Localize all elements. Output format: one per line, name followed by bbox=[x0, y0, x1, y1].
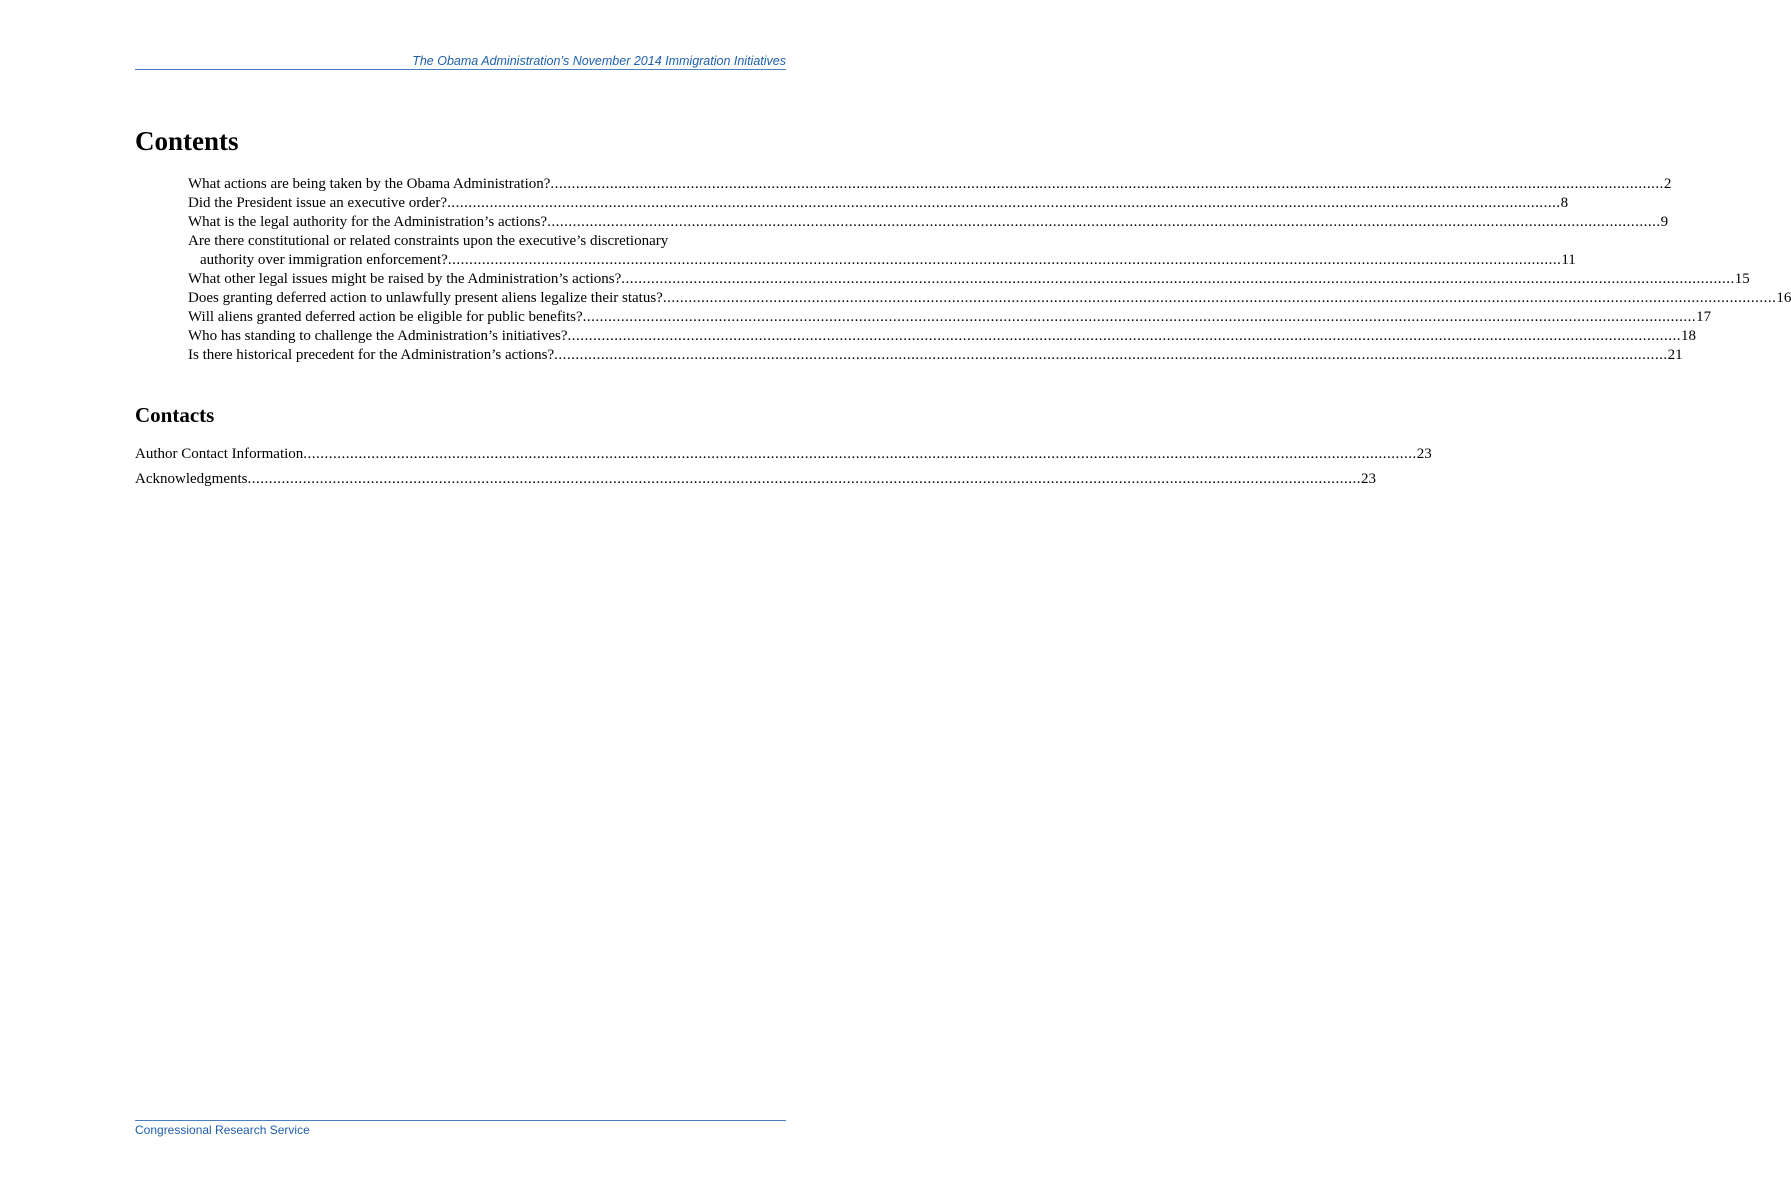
contacts-heading: Contacts bbox=[135, 403, 215, 427]
toc-entry-title: What other legal issues might be raised by the Administration’s actions? bbox=[188, 271, 622, 287]
toc-entry-page: 11 bbox=[1561, 252, 1576, 268]
toc-entry-page: 2 bbox=[1663, 176, 1672, 192]
dot-leader bbox=[663, 289, 1777, 308]
toc-entry-page: 8 bbox=[1560, 195, 1569, 211]
toc-entry-page: 17 bbox=[1696, 309, 1712, 325]
dot-leader bbox=[448, 251, 1562, 270]
toc-entry-title: Will aliens granted deferred action be eligible for public benefits? bbox=[188, 309, 583, 325]
dot-leader bbox=[550, 175, 1664, 194]
toc-entry-page: 16 bbox=[1776, 290, 1791, 306]
toc-entry[interactable] bbox=[188, 327, 1697, 346]
dot-leader bbox=[247, 467, 1361, 492]
dot-leader bbox=[303, 442, 1417, 467]
contacts-entry-page: 23 bbox=[1360, 471, 1376, 487]
toc-entry[interactable] bbox=[188, 213, 1669, 232]
toc-entry-title: What is the legal authority for the Administration’s actions? bbox=[188, 214, 548, 230]
contents-list bbox=[188, 175, 1791, 365]
contacts-entry-page: 23 bbox=[1416, 446, 1432, 462]
contents-heading: Contents bbox=[135, 126, 239, 156]
dot-leader bbox=[554, 346, 1668, 365]
toc-entry-title-line2: authority over immigration enforcement? bbox=[200, 252, 448, 268]
toc-entry-title: Who has standing to challenge the Administration’s initiatives? bbox=[188, 328, 568, 344]
footer-rule bbox=[135, 1120, 786, 1121]
toc-entry-title: Did the President issue an executive order? bbox=[188, 195, 448, 211]
dot-leader bbox=[447, 194, 1561, 213]
toc-entry-title: Does granting deferred action to unlawfully present aliens legalize their status? bbox=[188, 290, 663, 306]
toc-entry-page: 9 bbox=[1660, 214, 1669, 230]
toc-entry-title-line1: Are there constitutional or related constraints upon the executive’s discretionary bbox=[188, 233, 669, 249]
contacts-entry-title: Author Contact Information bbox=[135, 446, 304, 462]
toc-entry-page: 21 bbox=[1667, 347, 1683, 363]
contacts-entry[interactable] bbox=[135, 442, 1432, 467]
toc-entry[interactable] bbox=[188, 175, 1672, 194]
dot-leader bbox=[568, 327, 1682, 346]
contacts-entry[interactable] bbox=[135, 467, 1376, 492]
footer-organization: Congressional Research Service bbox=[135, 1123, 310, 1137]
running-header: The Obama Administration’s November 2014 Immigration Initiatives bbox=[412, 54, 786, 68]
contacts-entry-title: Acknowledgments bbox=[135, 471, 248, 487]
toc-entry-page: 18 bbox=[1681, 328, 1697, 344]
toc-entry[interactable] bbox=[188, 308, 1712, 327]
dot-leader bbox=[547, 213, 1661, 232]
dot-leader bbox=[583, 308, 1697, 327]
toc-entry[interactable] bbox=[188, 270, 1750, 289]
header-rule bbox=[135, 69, 786, 70]
toc-entry-title: Is there historical precedent for the Administration’s actions? bbox=[188, 347, 555, 363]
toc-entry[interactable] bbox=[188, 289, 1791, 308]
dot-leader bbox=[621, 270, 1735, 289]
toc-entry[interactable] bbox=[188, 194, 1569, 213]
contacts-list bbox=[135, 442, 1432, 492]
toc-entry[interactable] bbox=[188, 346, 1683, 365]
toc-entry[interactable] bbox=[188, 232, 1576, 270]
toc-entry-page: 15 bbox=[1734, 271, 1750, 287]
toc-entry-title: What actions are being taken by the Obama Administration? bbox=[188, 176, 551, 192]
